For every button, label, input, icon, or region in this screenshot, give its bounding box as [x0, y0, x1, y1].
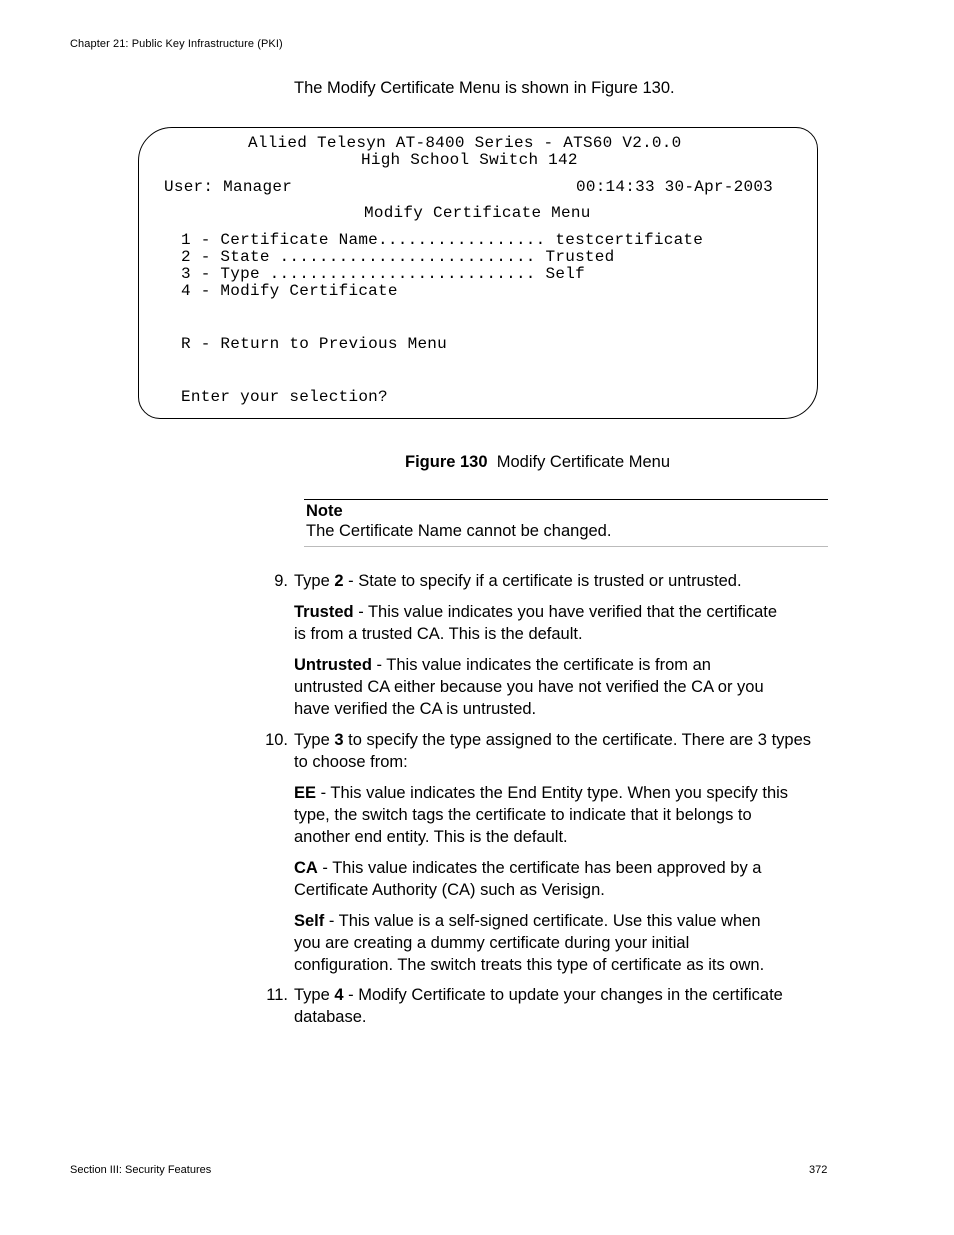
- terminal-menu-item: 3 - Type ........................... Self: [181, 265, 585, 283]
- intro-sentence: The Modify Certificate Menu is shown in Figure 130.: [294, 79, 675, 97]
- note-heading: Note: [306, 502, 343, 520]
- terminal-menu-title: Modify Certificate Menu: [364, 204, 591, 222]
- footer-section: Section III: Security Features: [70, 1164, 212, 1176]
- ee-description: EE - This value indicates the End Entity type. When you specify this type, the switch tags the certificate to indicate that it belongs to another end entity. This is the default.: [294, 784, 789, 846]
- untrusted-description: Untrusted - This value indicates the certificate is from an untrusted CA either because you have not verified the CA or you have verified the CA is untrusted.: [294, 656, 764, 718]
- page-number: 372: [809, 1164, 828, 1176]
- step-number: 11.: [266, 986, 288, 1004]
- figure-label: Figure 130: [405, 453, 488, 471]
- note-box: [304, 499, 828, 547]
- terminal-screen: [138, 127, 818, 419]
- terminal-menu-item: 2 - State .......................... Trusted: [181, 248, 615, 266]
- step-9-text: Type 2 - State to specify if a certificate is trusted or untrusted.: [294, 572, 742, 590]
- running-head: Chapter 21: Public Key Infrastructure (PKI): [70, 38, 283, 50]
- step-10-text: Type 3 to specify the type assigned to the certificate. There are 3 types to choose from:: [294, 731, 812, 771]
- terminal-timestamp: 00:14:33 30-Apr-2003: [576, 178, 774, 196]
- step-number: 9.: [274, 572, 288, 590]
- terminal-user: User: Manager: [164, 178, 293, 196]
- terminal-return-item: R - Return to Previous Menu: [181, 335, 447, 353]
- figure-title: Modify Certificate Menu: [496, 453, 671, 471]
- ca-description: CA - This value indicates the certificate has been approved by a Certificate Authority (CA) such as Verisign.: [294, 859, 762, 899]
- self-description: Self - This value is a self-signed certificate. Use this value when you are creating a dummy certificate during your initial configuration. The switch treats this type of certificate as its own.: [294, 912, 765, 974]
- step-number: 10.: [265, 731, 288, 749]
- step-11-text: Type 4 - Modify Certificate to update your changes in the certificate database.: [294, 986, 783, 1026]
- terminal-prompt: Enter your selection?: [181, 388, 388, 406]
- terminal-menu-item: 4 - Modify Certificate: [181, 282, 398, 300]
- note-text: The Certificate Name cannot be changed.: [306, 522, 612, 540]
- figure-caption: [405, 453, 670, 472]
- terminal-title-line1: Allied Telesyn AT-8400 Series - ATS60 V2.0.0: [248, 134, 682, 152]
- trusted-description: Trusted - This value indicates you have verified that the certificate is from a trusted CA. This is the default.: [294, 603, 778, 643]
- terminal-title-line2: High School Switch 142: [361, 151, 578, 169]
- terminal-menu-item: 1 - Certificate Name................. testcertificate: [181, 231, 704, 249]
